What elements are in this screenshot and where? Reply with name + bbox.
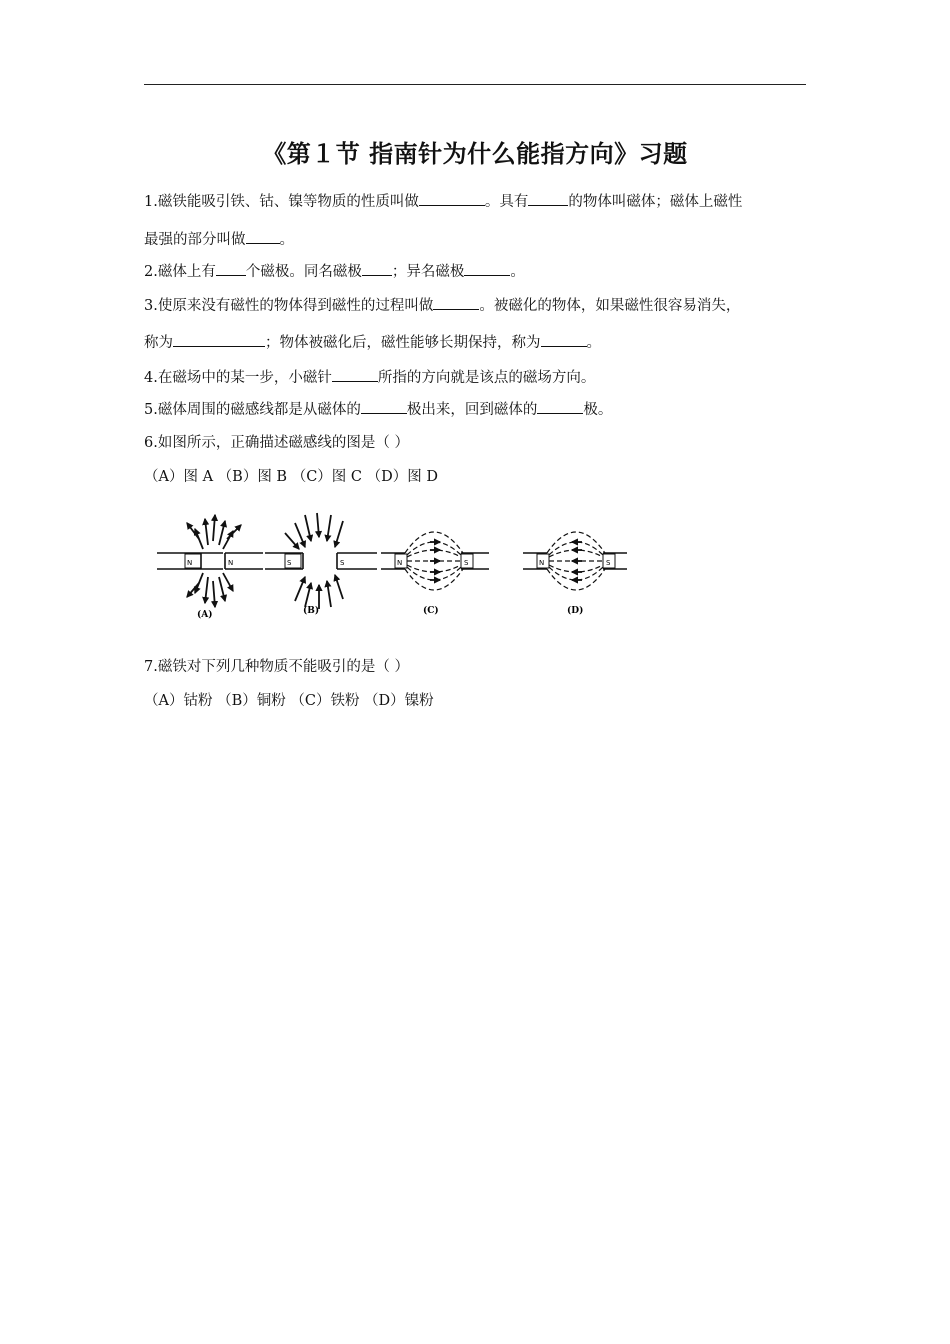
question-2 [144,260,525,281]
question-5-text-a: 5.磁体周围的磁感线都是从磁体的 [144,402,361,418]
question-4-text-a: 4.在磁场中的某一步，小磁针 [144,370,332,386]
question-1-text-a: 1.磁铁能吸引铁、钴、镍等物质的性质叫做 [144,194,419,210]
question-4 [144,366,595,387]
answer-blank[interactable] [361,401,407,414]
question-4-text-b: 所指的方向就是该点的磁场方向。 [377,370,596,386]
question-6-options: （A）图 A （B）图 B （C）图 C （D）图 D [144,469,438,485]
answer-blank[interactable] [332,369,378,382]
answer-blank[interactable] [246,231,280,244]
pole-label: N [187,559,193,567]
answer-blank[interactable] [419,193,485,206]
question-2-text-a: 2.磁体上有 [144,264,216,280]
answer-blank[interactable] [216,263,246,276]
question-7-options: （A）钴粉 （B）铜粉 （C）铁粉 （D）镍粉 [144,693,434,709]
question-3-text-b: 。被磁化的物体，如果磁性很容易消失， [479,298,741,314]
magnetic-field-figure [155,505,635,623]
question-1-text-d: 最强的部分叫做 [144,232,246,248]
question-5-text-c: 极。 [583,402,613,418]
answer-blank[interactable] [537,401,583,414]
figure-caption: (B) [303,606,320,616]
question-3-text-d: ；物体被磁化后，磁性能够长期保持，称为 [265,335,541,351]
question-3-line-1 [144,294,740,315]
question-1-text-e: 。 [279,232,294,248]
figure-caption: (D) [567,606,584,616]
pole-label: N [539,559,545,567]
question-3-text-e: 。 [586,335,601,351]
header-rule [144,84,806,85]
pole-label: S [464,559,469,567]
question-1-text-c: 的物体叫磁体；磁体上磁性 [568,194,743,210]
answer-blank[interactable] [433,297,479,310]
question-5-text-b: 极出来，回到磁体的 [406,402,538,418]
pole-label: S [340,559,345,567]
question-3-text-a: 3.使原来没有磁性的物体得到磁性的过程叫做 [144,298,434,314]
question-3-line-2 [144,331,601,352]
answer-blank[interactable] [362,263,392,276]
answer-blank[interactable] [464,263,510,276]
figure-panel-c [381,532,489,616]
question-6-stem: 6.如图所示，正确描述磁感线的图是（ ） [144,435,409,451]
question-1-line-2 [144,228,294,249]
answer-blank[interactable] [173,334,265,347]
figure-panel-d [523,532,627,616]
question-3-text-c: 称为 [144,335,173,351]
figure-caption: (A) [197,610,213,620]
pole-label: S [287,559,292,567]
question-1-line-1 [144,190,742,211]
figure-panel-a [157,515,263,620]
figure-panel-b [265,513,377,616]
pole-label: N [228,559,234,567]
question-2-text-b: 个磁极。同名磁极 [245,264,362,280]
question-2-text-c: ；异名磁极 [391,264,465,280]
page-title: 《第１节 指南针为什么能指方向》习题 [262,139,688,168]
pole-label: S [606,559,611,567]
answer-blank[interactable] [528,193,568,206]
answer-blank[interactable] [541,334,587,347]
question-2-text-d: 。 [510,264,525,280]
question-7-stem: 7.磁铁对下列几种物质不能吸引的是（ ） [144,659,409,675]
question-5 [144,398,612,419]
figure-caption: (C) [423,606,439,616]
pole-label: N [397,559,403,567]
question-1-text-b: 。具有 [484,194,529,210]
